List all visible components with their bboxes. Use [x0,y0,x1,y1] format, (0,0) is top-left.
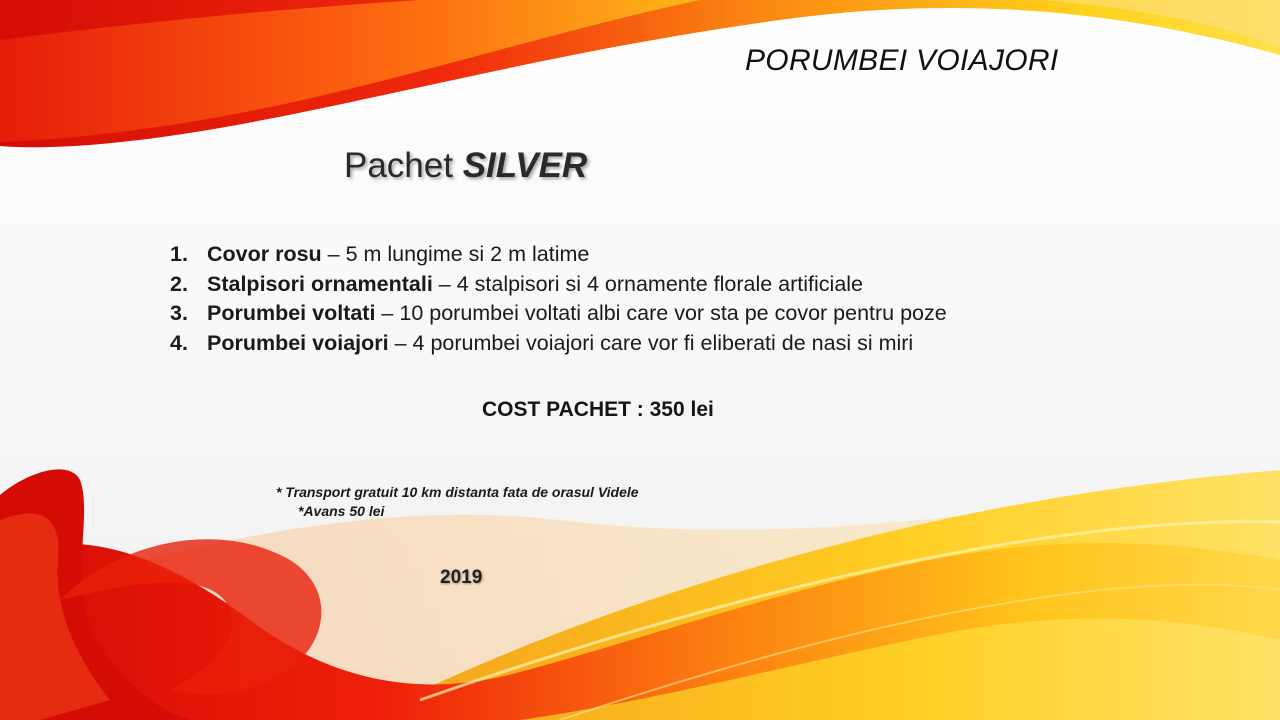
item-name: Porumbei voiajori [207,330,389,355]
package-items-list [170,240,947,358]
list-item [170,270,947,300]
item-number: 1. [170,242,188,266]
package-title [344,146,587,186]
package-cost: COST PACHET : 350 lei [482,398,714,421]
list-item [170,299,947,329]
item-name: Stalpisori ornamentali [207,271,433,296]
item-name: Porumbei voltati [207,301,376,325]
header-title: PORUMBEI VOIAJORI [745,44,1059,77]
item-description: – 10 porumbei voltati albi care vor sta pe covor pentru poze [375,301,947,325]
item-number: 4. [170,330,188,355]
transport-note: * Transport gratuit 10 km distanta fata de orasul Videle [276,484,639,500]
package-prefix: Pachet [344,146,453,185]
list-item [170,240,947,270]
list-item [170,329,947,359]
item-description: – 5 m lungime si 2 m latime [321,242,590,266]
item-description: – 4 porumbei voiajori care vor fi eliberati de nasi si miri [388,330,914,355]
item-number: 3. [170,301,188,325]
year-label: 2019 [440,567,483,588]
item-description: – 4 stalpisori si 4 ornamente florale artificiale [432,271,864,296]
package-name: SILVER [462,146,588,185]
advance-note: *Avans 50 lei [298,503,385,519]
item-number: 2. [170,271,188,296]
item-name: Covor rosu [207,242,322,266]
